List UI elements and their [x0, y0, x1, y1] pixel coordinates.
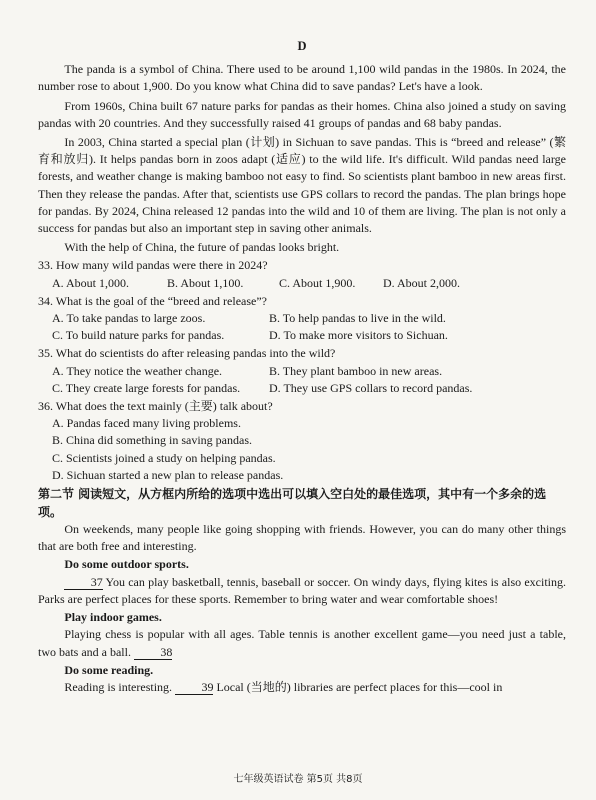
option-d: D. They use GPS collars to record pandas.: [269, 380, 473, 395]
option-b: B. They plant bamboo in new areas.: [269, 363, 443, 378]
option-c: C. Scientists joined a study on helping pandas.: [52, 450, 276, 465]
question-33: [38, 257, 566, 291]
options-row: [38, 275, 566, 292]
option-d: D. Sichuan started a new plan to release pandas.: [52, 467, 284, 482]
options-row: [38, 363, 566, 380]
cloze-paragraph-2: Playing chess is popular with all ages. Table tennis is another excellent game—you need just a table, two bats and a ball. 38: [38, 627, 566, 659]
cloze-heading-1: Do some outdoor sports.: [64, 557, 189, 572]
question-stem: 36. What does the text mainly (主要) talk about?: [38, 399, 273, 414]
passage-paragraph-3: In 2003, China started a special plan (计划) in Sichuan to save pandas. This is “breed and release” (繁育和放归). It helps pandas born in zoos adapt (适应) to the wild life. It's difficult. Wild pandas need large forests, and weather change is making bamboo not easy to find. So scientists plant bamboo in new areas first. Then they release the pandas. After that, scientists use GPS collars to record the pandas. The plan brings hope for pandas. By 2024, China released 12 pandas into the wild and 10 of them are living. The plan is not only a success for pandas but also an important step in saving other animals.: [38, 135, 566, 236]
option-a: A. They notice the weather change.: [52, 363, 223, 378]
blank-39[interactable]: 39: [175, 681, 213, 695]
option-a: A. About 1,000.: [52, 275, 130, 290]
options-row: [38, 380, 566, 397]
cloze-heading-2: Play indoor games.: [64, 610, 162, 625]
option-b: B. About 1,100.: [167, 275, 244, 290]
option-d: D. About 2,000.: [383, 275, 461, 290]
page-footer: 七年级英语试卷 第5页 共8页: [233, 774, 363, 785]
option-c: C. To build nature parks for pandas.: [52, 328, 225, 343]
blank-37[interactable]: 37: [64, 576, 102, 590]
cloze-intro: On weekends, many people like going shopping with friends. However, you can do many other things that are both free and interesting.: [38, 522, 566, 554]
passage-paragraph-2: From 1960s, China built 67 nature parks for pandas as their homes. China also joined a study on saving pandas with 20 countries. And they successfully raised 41 groups of pandas and 68 baby pandas.: [38, 98, 566, 130]
question-stem: 34. What is the goal of the “breed and release”?: [38, 293, 268, 308]
cloze-paragraph-1: 37 You can play basketball, tennis, baseball or soccer. On windy days, flying kites is also exciting. Parks are perfect places for these sports. Remember to bring water and wear comfortable shoes!: [38, 574, 566, 606]
options-row: [38, 310, 566, 327]
options-row: [38, 327, 566, 344]
question-stem: 33. How many wild pandas were there in 2024?: [38, 258, 268, 273]
option-c: C. They create large forests for pandas.: [52, 380, 241, 395]
option-c: C. About 1,900.: [279, 275, 356, 290]
question-stem: 35. What do scientists do after releasing pandas into the wild?: [38, 346, 336, 361]
section2-heading: 第二节 阅读短文，从方框内所给的选项中选出可以填入空白处的最佳选项，其中有一个多余的选项。: [38, 487, 547, 520]
option-b: B. China did something in saving pandas.: [52, 433, 252, 448]
question-36: [38, 398, 566, 484]
option-a: A. To take pandas to large zoos.: [52, 311, 206, 326]
option-a: A. Pandas faced many living problems.: [52, 416, 241, 431]
cloze-heading-3: Do some reading.: [64, 662, 154, 677]
section-letter: D: [297, 39, 307, 53]
option-d: D. To make more visitors to Sichuan.: [269, 328, 448, 343]
option-b: B. To help pandas to live in the wild.: [269, 311, 446, 326]
passage-paragraph-4: With the help of China, the future of pandas looks bright.: [64, 240, 340, 255]
passage-paragraph-1: The panda is a symbol of China. There used to be around 1,100 wild pandas in the 1980s. In 2024, the number rose to about 1,900. Do you know what China did to save pandas? Let's have a look.: [38, 62, 566, 94]
question-35: [38, 345, 566, 397]
cloze-paragraph-3: Reading is interesting. 39 Local (当地的) libraries are perfect places for this—cool in: [64, 679, 503, 694]
question-34: [38, 293, 566, 345]
blank-38[interactable]: 38: [134, 646, 172, 660]
